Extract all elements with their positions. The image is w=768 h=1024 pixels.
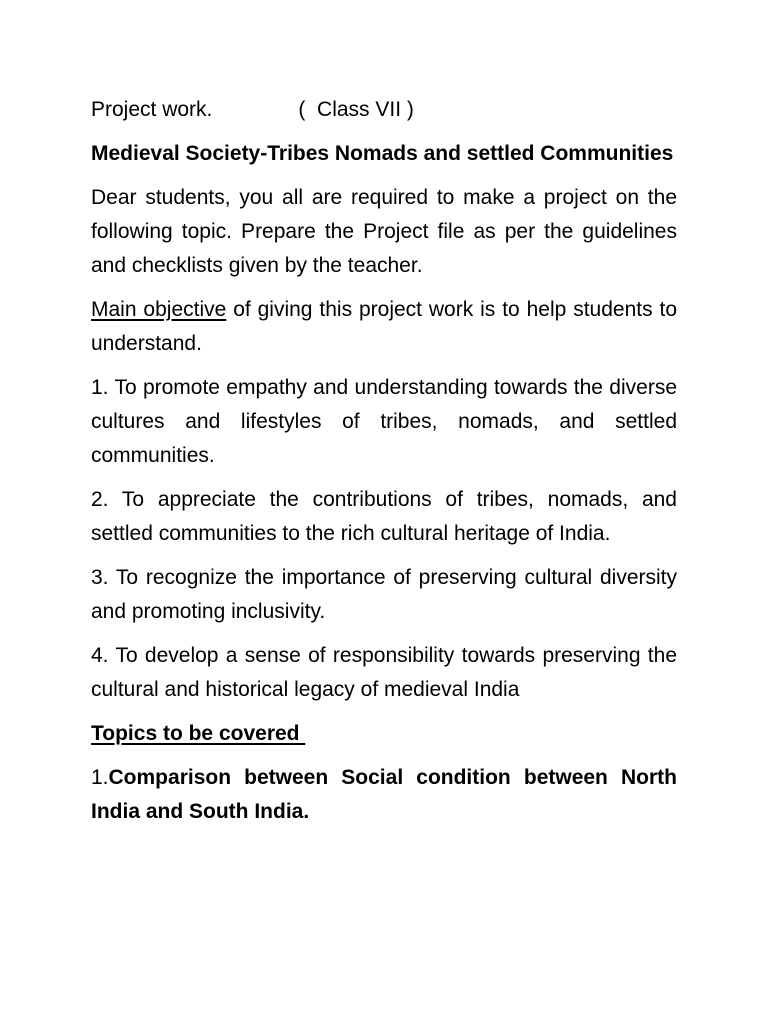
objective-paragraph <box>91 293 677 361</box>
topic-number: 1. <box>91 766 109 789</box>
topics-heading: Topics to be covered <box>91 722 306 745</box>
objective-text: of giving this project work is to help students to understand. <box>91 298 678 355</box>
objective-label: Main objective <box>91 298 227 321</box>
topic-item-1 <box>91 761 677 829</box>
header-line <box>91 93 677 127</box>
project-label: Project work. <box>91 98 213 121</box>
topic-text: Comparison between Social condition between North India and South India. <box>91 766 677 823</box>
document-title: Medieval Society-Tribes Nomads and settled Communities <box>91 142 674 165</box>
objective-point-3: 3. To recognize the importance of preserving cultural diversity and promoting inclusivity. <box>91 566 677 623</box>
objective-point-4: 4. To develop a sense of responsibility towards preserving the cultural and historical legacy of medieval India <box>91 644 677 701</box>
document-page <box>91 93 677 839</box>
objective-point-2: 2. To appreciate the contributions of tribes, nomads, and settled communities to the rich cultural heritage of India. <box>91 488 677 545</box>
intro-paragraph: Dear students, you all are required to make a project on the following topic. Prepare the Project file as per the guidelines and checklists given by the teacher. <box>91 186 677 277</box>
objective-point-1: 1. To promote empathy and understanding towards the diverse cultures and lifestyles of tribes, nomads, and settled communities. <box>91 376 677 467</box>
class-label: ( Class VII ) <box>298 98 414 121</box>
